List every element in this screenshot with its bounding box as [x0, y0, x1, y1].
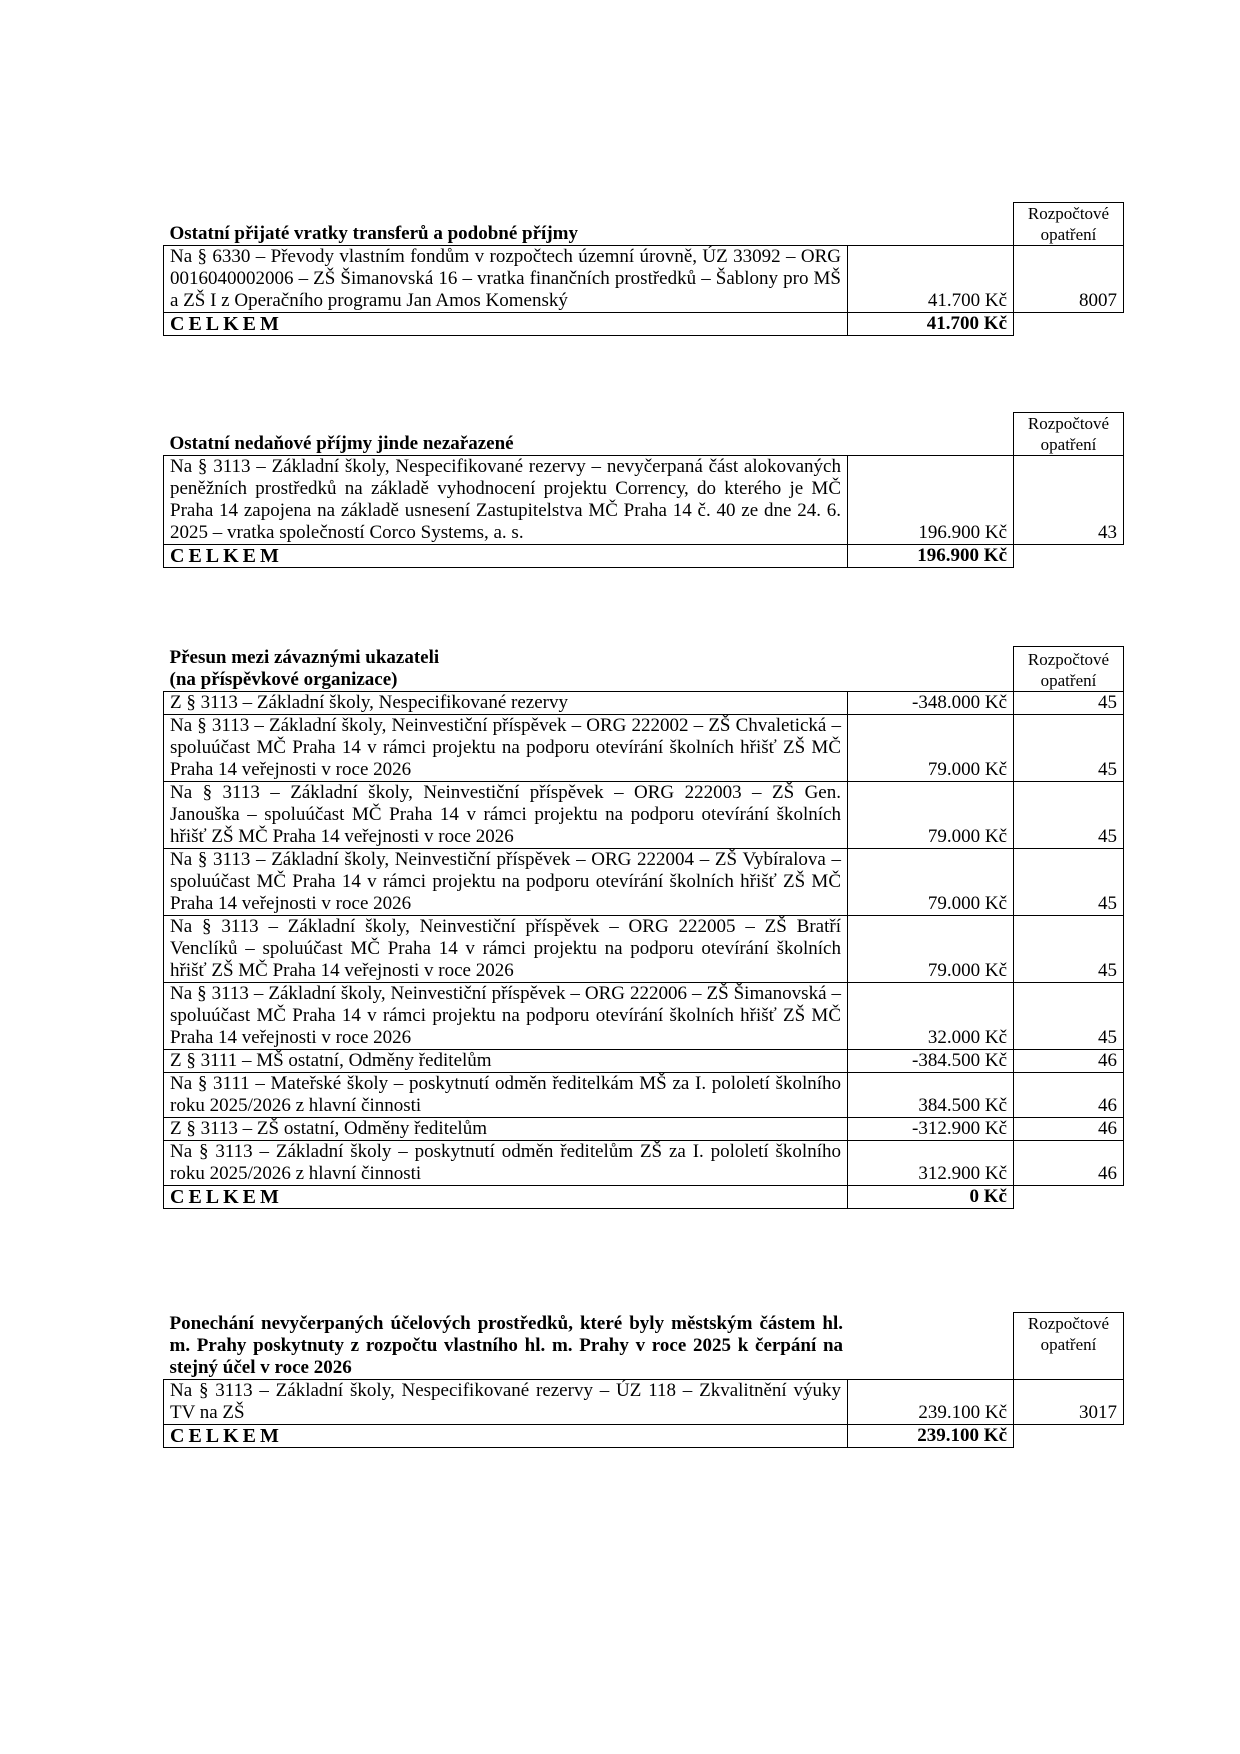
budget-table — [163, 1312, 1124, 1448]
total-row — [164, 1185, 1124, 1208]
total-label: CELKEM — [164, 545, 848, 568]
budget-table — [163, 646, 1124, 1209]
total-label: CELKEM — [164, 1185, 848, 1208]
row-description: Na § 3113 – Základní školy – poskytnutí odměn ředitelům ZŠ za I. pololetí školního roku 2025/2026 z hlavní činnosti — [164, 1140, 848, 1185]
table-row — [164, 714, 1124, 781]
row-ro-number: 45 — [1014, 781, 1124, 848]
total-ro-empty — [1014, 1185, 1124, 1208]
total-label: CELKEM — [164, 1424, 848, 1447]
row-description: Z § 3113 – ZŠ ostatní, Odměny ředitelům — [164, 1117, 848, 1140]
section-title: Ponechání nevyčerpaných účelových prostředků, které byly městským částem hl. m. Prahy poskytnuty z rozpočtu vlastního hl. m. Prahy v roce 2025 k čerpání na stejný účel v roce 2026 — [169, 1312, 844, 1378]
section-title: Ostatní přijaté vratky transferů a podobné příjmy — [169, 223, 578, 244]
total-amount: 239.100 Kč — [848, 1424, 1014, 1447]
row-ro-number: 45 — [1014, 691, 1124, 714]
ro-column-header: Rozpočtové opatření — [1014, 647, 1124, 692]
table-row — [164, 456, 1124, 545]
row-description: Z § 3113 – Základní školy, Nespecifikované rezervy — [164, 691, 848, 714]
table-row — [164, 1379, 1124, 1424]
row-ro-number: 46 — [1014, 1072, 1124, 1117]
row-ro-number: 3017 — [1014, 1379, 1124, 1424]
section-title: Ostatní nedaňové příjmy jinde nezařazené — [169, 433, 514, 454]
row-ro-number: 43 — [1014, 456, 1124, 545]
budget-table — [163, 412, 1124, 568]
total-label: CELKEM — [164, 313, 848, 336]
row-description: Na § 3113 – Základní školy, Neinvestiční příspěvek – ORG 222002 – ZŠ Chvaletická – spoluúčast MČ Praha 14 v rámci projektu na podporu otevírání školních hřišť ZŠ MČ Praha 14 veřejnosti v roce 2026 — [164, 714, 848, 781]
total-row — [164, 313, 1124, 336]
table-row — [164, 781, 1124, 848]
row-description: Na § 3113 – Základní školy, Nespecifikované rezervy – nevyčerpaná část alokovaných peněžních prostředků na základě vyhodnocení projektu Correncу, do kterého je MČ Praha 14 zapojena na základě usnesení Zastupitelstva MČ Praha 14 č. 40 ze dne 24. 6. 2025 – vratka společností Corco Systems, a. s. — [164, 456, 848, 545]
section-nedanove-prijmy — [163, 412, 1123, 568]
table-row — [164, 691, 1124, 714]
section-ponechani-prostredku — [163, 1312, 1123, 1448]
total-ro-empty — [1014, 545, 1124, 568]
row-amount: 41.700 Kč — [848, 246, 1014, 313]
row-ro-number: 46 — [1014, 1140, 1124, 1185]
row-ro-number: 45 — [1014, 714, 1124, 781]
total-ro-empty — [1014, 1424, 1124, 1447]
section-title: Přesun mezi závaznými ukazateli (na příspěvkové organizace) — [169, 646, 440, 690]
row-amount: 79.000 Kč — [848, 915, 1014, 982]
row-amount: -384.500 Kč — [848, 1049, 1014, 1072]
row-amount: 312.900 Kč — [848, 1140, 1014, 1185]
total-amount: 0 Kč — [848, 1185, 1014, 1208]
row-amount: 79.000 Kč — [848, 714, 1014, 781]
row-amount: -312.900 Kč — [848, 1117, 1014, 1140]
row-description: Na § 3113 – Základní školy, Nespecifikované rezervy – ÚZ 118 – Zkvalitnění výuky TV na ZŠ — [164, 1379, 848, 1424]
row-amount: 79.000 Kč — [848, 848, 1014, 915]
row-description: Na § 3113 – Základní školy, Neinvestiční příspěvek – ORG 222004 – ZŠ Vybíralova – spoluúčast MČ Praha 14 v rámci projektu na podporu otevírání školních hřišť ZŠ MČ Praha 14 veřejnosti v roce 2026 — [164, 848, 848, 915]
ro-column-header: Rozpočtové opatření — [1014, 1313, 1124, 1380]
row-description: Na § 6330 – Převody vlastním fondům v rozpočtech územní úrovně, ÚZ 33092 – ORG 0016040002006 – ZŠ Šimanovská 16 – vratka finančních prostředků – Šablony pro MŠ a ZŠ I z Operačního programu Jan Amos Komenský — [164, 246, 848, 313]
row-ro-number: 45 — [1014, 848, 1124, 915]
row-amount: -348.000 Kč — [848, 691, 1014, 714]
row-ro-number: 46 — [1014, 1117, 1124, 1140]
total-amount: 196.900 Kč — [848, 545, 1014, 568]
table-row — [164, 1049, 1124, 1072]
row-amount: 196.900 Kč — [848, 456, 1014, 545]
section-presun-ukazatelu — [163, 646, 1123, 1209]
row-ro-number: 8007 — [1014, 246, 1124, 313]
row-description: Na § 3111 – Mateřské školy – poskytnutí odměn ředitelkám MŠ za I. pololetí školního roku 2025/2026 z hlavní činnosti — [164, 1072, 848, 1117]
table-row — [164, 246, 1124, 313]
row-description: Na § 3113 – Základní školy, Neinvestiční příspěvek – ORG 222003 – ZŠ Gen. Janouška – spoluúčast MČ Praha 14 v rámci projektu na podporu otevírání školních hřišť ZŠ MČ Praha 14 veřejnosti v roce 2026 — [164, 781, 848, 848]
table-row — [164, 1140, 1124, 1185]
section-vratky-transferu — [163, 202, 1123, 336]
scan-footer-mark — [1000, 1742, 1130, 1750]
ro-column-header: Rozpočtové opatření — [1014, 203, 1124, 246]
row-amount: 79.000 Kč — [848, 781, 1014, 848]
budget-table — [163, 202, 1124, 336]
row-description: Na § 3113 – Základní školy, Neinvestiční příspěvek – ORG 222005 – ZŠ Bratří Venclíků – spoluúčast MČ Praha 14 v rámci projektu na podporu otevírání školních hřišť ZŠ MČ Praha 14 veřejnosti v roce 2026 — [164, 915, 848, 982]
ro-column-header: Rozpočtové opatření — [1014, 413, 1124, 456]
row-description: Na § 3113 – Základní školy, Neinvestiční příspěvek – ORG 222006 – ZŠ Šimanovská – spoluúčast MČ Praha 14 v rámci projektu na podporu otevírání školních hřišť ZŠ MČ Praha 14 veřejnosti v roce 2026 — [164, 982, 848, 1049]
total-row — [164, 1424, 1124, 1447]
row-amount: 32.000 Kč — [848, 982, 1014, 1049]
table-row — [164, 1117, 1124, 1140]
row-description: Z § 3111 – MŠ ostatní, Odměny ředitelům — [164, 1049, 848, 1072]
total-ro-empty — [1014, 313, 1124, 336]
row-amount: 384.500 Kč — [848, 1072, 1014, 1117]
row-amount: 239.100 Kč — [848, 1379, 1014, 1424]
total-row — [164, 545, 1124, 568]
table-row — [164, 982, 1124, 1049]
row-ro-number: 45 — [1014, 915, 1124, 982]
table-row — [164, 848, 1124, 915]
table-row — [164, 1072, 1124, 1117]
row-ro-number: 45 — [1014, 982, 1124, 1049]
table-row — [164, 915, 1124, 982]
row-ro-number: 46 — [1014, 1049, 1124, 1072]
total-amount: 41.700 Kč — [848, 313, 1014, 336]
